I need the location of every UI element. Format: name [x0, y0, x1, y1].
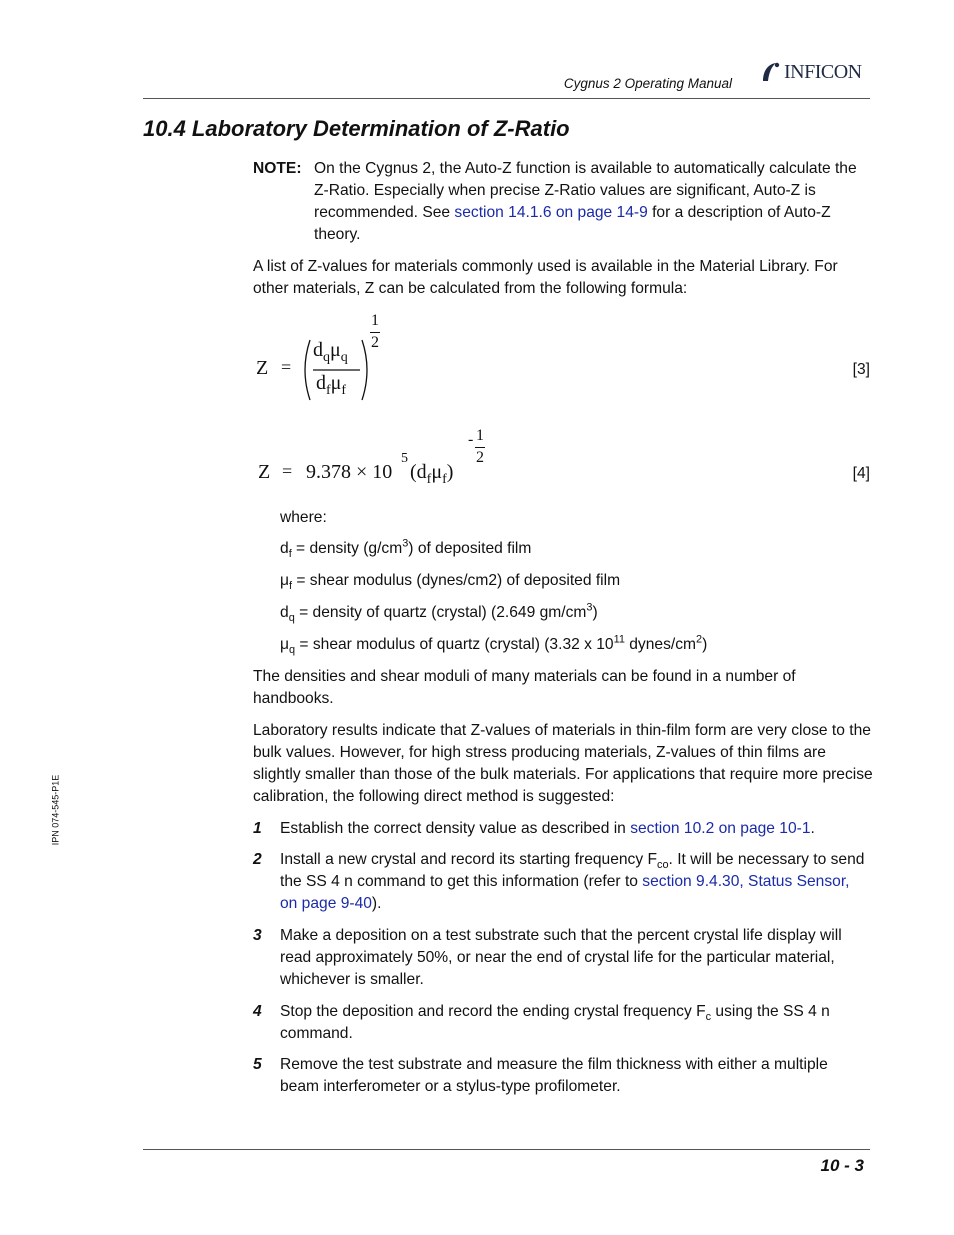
eq3-equals: = — [281, 357, 292, 377]
step-number: 4 — [253, 1003, 262, 1020]
definition-muf: $\mu_f$ = shear modulus (dynes/cm2) of deposited film — [280, 572, 621, 592]
note-label: NOTE: — [253, 160, 302, 177]
eq4-exp-bar — [475, 447, 485, 448]
eq4-parenthesized: $(d_f\mu_f)$ — [410, 461, 454, 487]
intro-paragraph: A list of Z-values for materials commonly used is available in the Material Library. For other materials, Z can be calculated from the following formula: — [253, 258, 838, 297]
step-number: 3 — [253, 927, 262, 944]
eq3-denominator: $d_f\mu_f$ — [316, 372, 347, 398]
eq4-exp-numerator: 1 — [476, 427, 484, 444]
step-number: 1 — [253, 820, 262, 837]
eq4-lhs: Z — [258, 461, 271, 483]
note-text-part: On the Cygnus 2, the Auto-Z function is available to automatically calculate the Z-Ratio. Especially when precise Z-Ratio values are significant, Auto-Z is recommended. See — [314, 160, 857, 221]
eq4-exp-sign: - — [468, 431, 474, 448]
eq3-exp-bar — [370, 332, 380, 333]
step-2-text: Install a new crystal and record its starting frequency $F_{co}$. It will be necessary to send the SS 4 n command to get this information (refer to section 9.4.30, Status Sensor, on page 9-40). — [280, 851, 865, 912]
step-5-text: Remove the test substrate and measure the film thickness with either a multiple beam interferometer or a stylus-type profilometer. — [280, 1056, 828, 1095]
eq4-equals: = — [282, 461, 293, 481]
step-1-text: Establish the correct density value as described in section 10.2 on page 10-1. — [280, 820, 815, 837]
inficon-logo-mark-icon — [760, 61, 782, 83]
densities-paragraph: The densities and shear moduli of many materials can be found in a number of handbooks. — [253, 668, 796, 707]
section-heading: 10.4 Laboratory Determination of Z-Ratio — [143, 116, 570, 141]
laboratory-paragraph: Laboratory results indicate that Z-values of materials in thin-film form are very close to the bulk values. However, for high stress producing materials, Z-values of thin films are slightly smaller than those of the bulk materials. For applications that require more precise calibration, the following direct method is suggested: — [253, 722, 873, 805]
note-link-section-14-1-6[interactable]: section 14.1.6 on page 14-9 — [454, 204, 648, 221]
definition-dq: $d_q$ = density of quartz (crystal) (2.649 $gm/cm^3$) — [280, 601, 598, 624]
equation-4 — [258, 425, 518, 495]
step-4-text: Stop the deposition and record the ending crystal frequency $F_c$ using the SS 4 n command. — [280, 1003, 830, 1042]
eq3-lhs: Z — [256, 357, 269, 379]
step-3-text: Make a deposition on a test substrate such that the percent crystal life display will read approximately 50%, or near the end of crystal life for the particular material, whichever is smaller. — [280, 927, 842, 988]
page-number: 10 - 3 — [820, 1156, 864, 1175]
equation-3-label: [3] — [852, 361, 870, 378]
eq3-exp-denominator: 2 — [371, 334, 379, 351]
step-number: 2 — [253, 851, 262, 868]
document-part-number: IPN 074-545-P1E — [50, 774, 61, 846]
equation-3 — [256, 310, 416, 410]
note-text-part: for a description of Auto-Z theory. — [314, 204, 831, 243]
step-1-link-section-10-2[interactable]: section 10.2 on page 10-1 — [630, 820, 811, 837]
eq4-base-exponent: 5 — [401, 451, 408, 466]
definition-muq: $\mu_q$ = shear modulus of quartz (crystal) (3.32 x $10^{11}$ dynes/$cm^2$) — [280, 633, 708, 656]
header-rule — [143, 98, 870, 99]
definition-df: $d_f$ = density $(g/cm^3)$ of deposited film — [280, 537, 532, 560]
equation-4-label: [4] — [852, 465, 870, 482]
note-text — [314, 158, 874, 246]
step-2-link-section-9-4-30[interactable]: section 9.4.30, Status Sensor, on page 9-40 — [280, 873, 850, 912]
eq4-exp-denominator: 2 — [476, 449, 484, 466]
eq3-numerator: $d_q\mu_q$ — [313, 339, 348, 365]
manual-title: Cygnus 2 Operating Manual — [563, 76, 732, 91]
where-label: where: — [280, 509, 327, 526]
eq4-coefficient: 9.378 × 10 — [306, 461, 393, 483]
logo-text: INFICON — [784, 60, 862, 83]
footer-rule — [143, 1149, 870, 1150]
inficon-logo — [760, 60, 862, 84]
eq3-exp-numerator: 1 — [371, 312, 379, 329]
step-number: 5 — [253, 1056, 262, 1073]
